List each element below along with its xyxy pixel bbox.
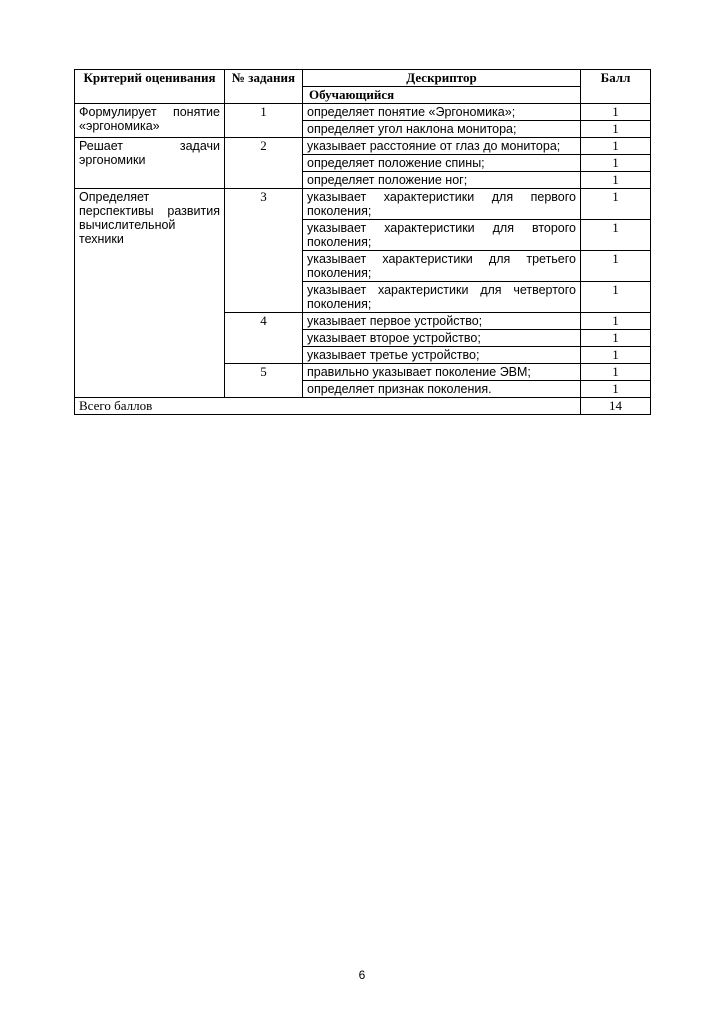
score-cell: 1 [581, 330, 651, 347]
task-number-cell: 2 [225, 138, 303, 189]
descriptor-cell: указывает расстояние от глаз до монитора; [303, 138, 581, 155]
descriptor-cell: определяет угол наклона монитора; [303, 121, 581, 138]
task-number-cell: 1 [225, 104, 303, 138]
descriptor-cell: определяет признак поколения. [303, 381, 581, 398]
header-descriptor: Дескриптор [303, 70, 581, 87]
score-cell: 1 [581, 104, 651, 121]
score-cell: 1 [581, 121, 651, 138]
descriptor-cell: указывает характеристики для первого поколения; [303, 189, 581, 220]
total-row [75, 398, 651, 415]
page-number: 6 [358, 968, 366, 982]
assessment-rubric-table [74, 69, 651, 415]
task-number-cell: 5 [225, 364, 303, 398]
score-cell: 1 [581, 155, 651, 172]
score-cell: 1 [581, 282, 651, 313]
score-cell: 1 [581, 313, 651, 330]
descriptor-cell: указывает характеристики для второго поколения; [303, 220, 581, 251]
header-criterion: Критерий оценивания [75, 70, 225, 104]
table-row [75, 189, 651, 220]
rubric-body [75, 104, 651, 398]
header-task-number: № задания [225, 70, 303, 104]
descriptor-cell: указывает первое устройство; [303, 313, 581, 330]
table-row [75, 104, 651, 121]
criterion-cell: Определяет перспективы развития вычислительной техники [75, 189, 225, 398]
descriptor-cell: указывает характеристики для третьего поколения; [303, 251, 581, 282]
descriptor-cell: указывает третье устройство; [303, 347, 581, 364]
task-number-cell: 3 [225, 189, 303, 313]
score-cell: 1 [581, 220, 651, 251]
task-number-cell: 4 [225, 313, 303, 364]
descriptor-cell: определяет положение ног; [303, 172, 581, 189]
score-cell: 1 [581, 381, 651, 398]
score-cell: 1 [581, 347, 651, 364]
header-descriptor-learner: Обучающийся [303, 87, 581, 104]
score-cell: 1 [581, 138, 651, 155]
header-row [75, 70, 651, 87]
descriptor-cell: указывает второе устройство; [303, 330, 581, 347]
descriptor-cell: определяет понятие «Эргономика»; [303, 104, 581, 121]
total-score: 14 [581, 398, 651, 415]
score-cell: 1 [581, 172, 651, 189]
score-cell: 1 [581, 364, 651, 381]
descriptor-cell: указывает характеристики для четвертого поколения; [303, 282, 581, 313]
score-cell: 1 [581, 251, 651, 282]
header-score: Балл [581, 70, 651, 104]
score-cell: 1 [581, 189, 651, 220]
total-label: Всего баллов [75, 398, 581, 415]
criterion-cell: Формулирует понятие «эргономика» [75, 104, 225, 138]
descriptor-cell: правильно указывает поколение ЭВМ; [303, 364, 581, 381]
table-row [75, 138, 651, 155]
descriptor-cell: определяет положение спины; [303, 155, 581, 172]
criterion-cell: Решает задачи эргономики [75, 138, 225, 189]
